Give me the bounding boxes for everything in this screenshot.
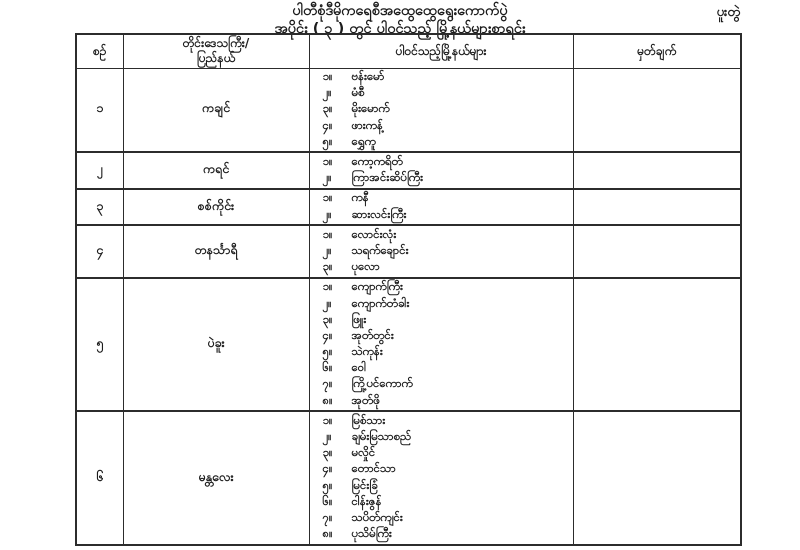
township-number: ၁။ xyxy=(322,412,333,427)
township-item xyxy=(310,86,573,102)
remark-cell xyxy=(573,152,741,188)
township-item xyxy=(310,413,573,429)
header-no: စဉ် xyxy=(76,34,123,68)
remark-cell xyxy=(573,189,741,225)
township-item xyxy=(310,527,573,543)
township-name: မံစီ xyxy=(351,85,365,100)
township-item xyxy=(310,345,573,361)
township-number: ၅။ xyxy=(322,477,333,492)
remark-cell xyxy=(573,278,741,412)
header-region-line1: တိုင်းဒေသကြီး/ xyxy=(182,36,250,51)
townships-cell xyxy=(309,411,573,545)
township-name: ကျောက်တံခါး xyxy=(351,295,410,310)
township-item xyxy=(310,393,573,409)
township-name: မြစ်သား xyxy=(351,412,386,427)
header-region-line2: ပြည်နယ် xyxy=(196,51,236,66)
township-number: ၂။ xyxy=(322,85,332,100)
township-item xyxy=(310,478,573,494)
township-item xyxy=(310,446,573,462)
township-name: မိုးမောက် xyxy=(351,101,390,116)
township-number: ၄။ xyxy=(322,117,333,132)
township-name: ဝေါ xyxy=(351,360,367,375)
township-number: ၈။ xyxy=(322,392,333,407)
township-table xyxy=(75,33,742,546)
township-number: ၆။ xyxy=(322,360,333,375)
township-name: လောင်းလုံး xyxy=(351,226,397,241)
township-name: မလှိုင် xyxy=(351,445,376,460)
township-number: ၃။ xyxy=(322,259,333,274)
township-list xyxy=(310,279,573,411)
township-item xyxy=(310,191,573,207)
township-list xyxy=(310,69,573,152)
township-name: ဖြူး xyxy=(351,311,367,326)
township-name: ရွှေကူ xyxy=(351,133,376,148)
township-number: ၇။ xyxy=(322,376,333,391)
region-name: မန္တလေး xyxy=(123,411,309,545)
township-list xyxy=(310,226,573,277)
township-name: ကြာအင်းဆိပ်ကြီး xyxy=(351,170,424,185)
row-number: ၆ xyxy=(76,411,123,545)
township-number: ၃။ xyxy=(322,311,333,326)
township-number: ၁။ xyxy=(322,226,333,241)
township-number: ၁။ xyxy=(322,190,333,205)
remark-cell xyxy=(573,225,741,278)
township-item xyxy=(310,243,573,259)
row-number: ၂ xyxy=(76,152,123,188)
township-item xyxy=(310,280,573,296)
region-name: ကချင် xyxy=(123,68,309,152)
header-remark: မှတ်ချက် xyxy=(573,34,741,68)
township-number: ၃။ xyxy=(322,101,333,116)
township-list xyxy=(310,190,573,224)
table-header-row xyxy=(76,34,741,68)
table-row xyxy=(76,189,741,225)
townships-cell xyxy=(309,68,573,152)
township-name: အုတ်ဖို xyxy=(351,392,380,407)
township-name: ပုလော xyxy=(351,259,380,274)
region-name: ပဲခူး xyxy=(123,278,309,412)
township-name: ဖားကန့် xyxy=(351,117,383,132)
table-row xyxy=(76,411,741,545)
corner-note: ပူးတွဲ xyxy=(716,5,740,20)
region-name: တနင်္သာရီ xyxy=(123,225,309,278)
page-title-line1: ပါတီစုံဒီမိုကရေစီအထွေထွေရွေးကောက်ပွဲ xyxy=(292,3,508,19)
township-item xyxy=(310,296,573,312)
township-name: ကြို့ပင်ကောက် xyxy=(351,376,413,391)
township-name: သပိတ်ကျင်း xyxy=(351,509,403,524)
table-row xyxy=(76,278,741,412)
row-number: ၁ xyxy=(76,68,123,152)
township-item xyxy=(310,361,573,377)
region-name: ကရင် xyxy=(123,152,309,188)
township-item xyxy=(310,154,573,170)
township-item xyxy=(310,328,573,344)
township-item xyxy=(310,227,573,243)
township-item xyxy=(310,207,573,223)
township-item xyxy=(310,494,573,510)
township-list xyxy=(310,412,573,544)
township-number: ၃။ xyxy=(322,445,333,460)
township-name: ပုသိမ်ကြီး xyxy=(351,526,392,541)
township-number: ၅။ xyxy=(322,133,333,148)
township-name: ကနီ xyxy=(351,190,369,205)
table-row xyxy=(76,152,741,188)
township-number: ၄။ xyxy=(322,461,333,476)
township-number: ၇။ xyxy=(322,509,333,524)
township-item xyxy=(310,377,573,393)
township-name: သဲကုန်း xyxy=(351,344,383,359)
township-item xyxy=(310,70,573,86)
township-item xyxy=(310,118,573,134)
township-item xyxy=(310,134,573,150)
township-name: အုတ်တွင်း xyxy=(351,327,394,342)
township-number: ၂။ xyxy=(322,242,332,257)
township-name: ကော့ကရိတ် xyxy=(351,154,403,169)
township-name: ငါန်းဇွန် xyxy=(351,493,382,508)
table-row xyxy=(76,68,741,152)
townships-cell xyxy=(309,152,573,188)
township-name: ဆားလင်းကြီး xyxy=(351,206,407,221)
township-number: ၂။ xyxy=(322,295,332,310)
townships-cell xyxy=(309,225,573,278)
township-number: ၈။ xyxy=(322,526,333,541)
row-number: ၅ xyxy=(76,278,123,412)
township-name: ကျောက်ကြီး xyxy=(351,279,403,294)
township-number: ၄။ xyxy=(322,327,333,342)
row-number: ၄ xyxy=(76,225,123,278)
township-number: ၁။ xyxy=(322,154,333,169)
page-title-line2: အပိုင်း ( ၃ ) တွင် ပါဝင်သည့် မြို့နယ်များစာရင်း xyxy=(274,21,526,37)
township-item xyxy=(310,312,573,328)
remark-cell xyxy=(573,411,741,545)
township-item xyxy=(310,171,573,187)
township-name: ဗန်းမော် xyxy=(351,69,385,84)
township-name: တောင်သာ xyxy=(351,461,396,476)
township-name: မြင်းခြံ xyxy=(351,477,378,492)
township-number: ၂။ xyxy=(322,429,332,444)
township-name: ချမ်းမြသာစည် xyxy=(351,429,412,444)
township-number: ၁။ xyxy=(322,279,333,294)
row-number: ၃ xyxy=(76,189,123,225)
township-item xyxy=(310,260,573,276)
township-item xyxy=(310,429,573,445)
township-number: ၆။ xyxy=(322,493,333,508)
header-townships: ပါဝင်သည့်မြို့နယ်များ xyxy=(309,34,573,68)
township-number: ၂။ xyxy=(322,206,332,221)
township-name: သရက်ချောင်း xyxy=(351,242,409,257)
region-name: စစ်ကိုင်း xyxy=(123,189,309,225)
townships-cell xyxy=(309,278,573,412)
townships-cell xyxy=(309,189,573,225)
township-list xyxy=(310,153,573,187)
header-region xyxy=(123,34,309,68)
township-number: ၁။ xyxy=(322,69,333,84)
remark-cell xyxy=(573,68,741,152)
table-row xyxy=(76,225,741,278)
township-number: ၅။ xyxy=(322,344,333,359)
township-number: ၂။ xyxy=(322,170,332,185)
township-item xyxy=(310,102,573,118)
township-item xyxy=(310,510,573,526)
township-item xyxy=(310,462,573,478)
